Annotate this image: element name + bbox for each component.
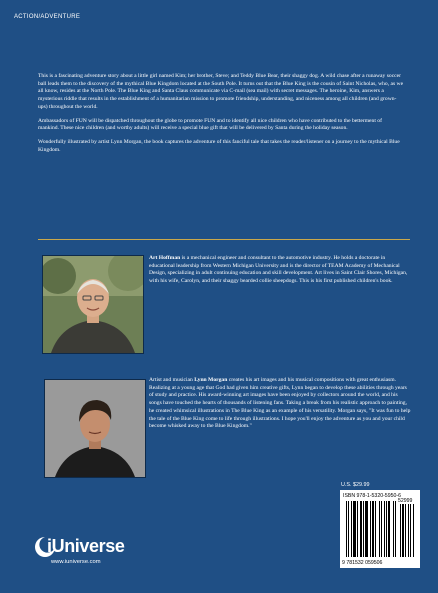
barcode-bar xyxy=(357,501,358,557)
author-photo xyxy=(42,255,144,354)
barcode-bar xyxy=(363,501,364,557)
barcode-bar xyxy=(395,501,396,557)
barcode-bar xyxy=(365,501,368,557)
barcode-bar xyxy=(386,501,387,557)
publisher-name: iUniverse xyxy=(47,536,125,556)
barcode-bar xyxy=(360,501,362,557)
blurb-paragraph-2: Ambassadors of FUN will be dispatched throughout the globe to promote FUN and to identify all nice children who have contributed to the betterment of mankind. These nice children (and worthy adults) will receive a special blue gift that will be delivered by Santa during the holiday season. xyxy=(38,117,382,132)
barcode-bar xyxy=(410,504,411,557)
barcode-bar xyxy=(346,501,347,557)
barcode-box xyxy=(340,490,420,568)
illustrator-bio xyxy=(149,377,411,431)
barcode-bar xyxy=(402,504,404,557)
author-name: Art Hoffman xyxy=(149,255,181,261)
barcode-bar xyxy=(348,501,349,557)
illustrator-name: Lynn Morgan xyxy=(194,377,228,383)
author-bio xyxy=(149,255,411,286)
illustrator-intro: Artist and musician xyxy=(149,377,195,383)
isbn-addon: 52999 xyxy=(398,498,413,504)
barcode-bar xyxy=(405,504,406,557)
barcode-bar xyxy=(353,501,356,557)
barcode-bars xyxy=(346,501,398,557)
barcode-bar xyxy=(379,501,380,557)
barcode-bar xyxy=(384,501,385,557)
publisher-url: www.iuniverse.com xyxy=(51,559,101,565)
barcode-bar xyxy=(388,501,390,557)
book-blurb xyxy=(38,73,404,160)
barcode-bar xyxy=(400,504,401,557)
publisher-logo xyxy=(33,535,153,573)
barcode-bar xyxy=(413,504,414,557)
barcode-bar xyxy=(372,501,374,557)
author-bio-text: is a mechanical engineer and consultant to the automotive industry. He holds a doctorate in educational leadership from Western Michigan University and is the director of TEAM Academy of Mechanical Design, specializing in adult continuing education and skill development. Art lives in Saint Clair Shores, Michigan, with his wife, Carolyn, and their shaggy bearded collie sheepdogs. This is his first published children's book. xyxy=(149,255,408,285)
addon-barcode-bars xyxy=(400,504,416,557)
barcode-bar xyxy=(375,501,376,557)
barcode-bar xyxy=(393,501,394,557)
illustrator-bio-text: creates his art images and his musical compositions with great enthusiasm. Realizing at a young age that God had given him creative gifts, Lynn began to develop these abilities through years of study and practice. His award-winning art images have been enjoyed by collectors around the world, and his songs have touched the hearts of thousands of listening fans. Taking a break from his realistic approach to painting, he created whimsical illustrations in The Blue King as an example of his versatility. Morgan says, "It was fun to help the tale of the Blue King come to life through illustrations. I hope you'll enjoy the adventure as you and your child become whisked away to the Blue Kingdom." xyxy=(149,377,411,430)
blurb-paragraph-1: This is a fascinating adventure story about a little girl named Kim; her brother, Steve; and Teddy Blue Bear, their shaggy dog. A wild chase after a runaway soccer ball leads them to the discovery of the mythical Blue Kingdom located at the South Pole. It turns out that the Blue King is the cousin of Saint Nicholas, who, as we all know, resides at the North Pole. The Blue King and Santa Claus communicate via C-mail (sea mail) with secret messages. The heroine, Kim, answers a mysterious riddle that results in the establishment of a humanitarian mission to promote friendship, understanding, and niceness among all children (and grown-ups) throughout the world. xyxy=(38,73,404,110)
barcode-bar xyxy=(351,501,352,557)
isbn-text: ISBN 978-1-5320-5950-6 xyxy=(343,493,401,499)
barcode-bar xyxy=(370,501,371,557)
illustrator-photo xyxy=(44,379,146,478)
price-label: U.S. $29.99 xyxy=(341,482,370,488)
section-divider xyxy=(38,239,410,240)
barcode-digits: 9 781532 059506 xyxy=(342,560,383,566)
blurb-paragraph-3: Wonderfully illustrated by artist Lynn Morgan, the book captures the adventure of this fanciful tale that takes the reader/listener on a journey to the mythical Blue Kingdom. xyxy=(38,139,400,153)
barcode-bar xyxy=(408,504,409,557)
barcode-bar xyxy=(381,501,382,557)
genre-label: ACTION/ADVENTURE xyxy=(14,14,81,20)
